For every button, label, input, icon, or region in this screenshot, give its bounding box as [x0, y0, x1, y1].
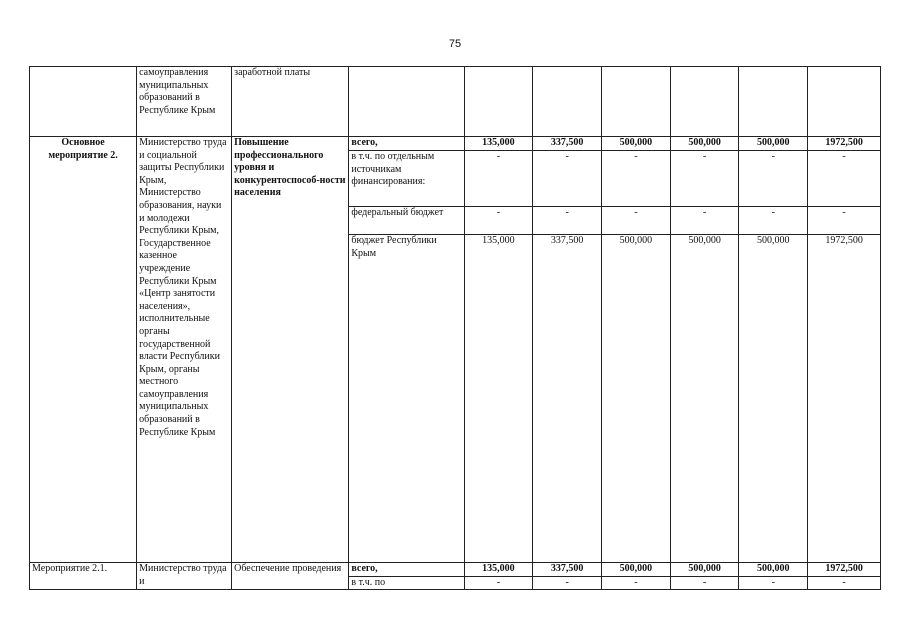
goal-cell: Обеспечение проведения: [232, 563, 349, 590]
value-cell: 135,000: [464, 235, 533, 563]
value-cell: -: [670, 576, 739, 590]
value-cell: -: [739, 207, 808, 235]
source-cell: всего,: [349, 137, 464, 151]
value-cell: -: [464, 576, 533, 590]
value-cell: -: [464, 151, 533, 207]
goal-cell: Повышение профессионального уровня и конкурентоспособ-ности населения: [232, 137, 349, 563]
source-cell: в т.ч. по: [349, 576, 464, 590]
value-cell: 1972,500: [808, 235, 881, 563]
activity-name-cell: Мероприятие 2.1.: [30, 563, 137, 590]
source-cell: бюджет Республики Крым: [349, 235, 464, 563]
value-cell: -: [533, 207, 602, 235]
value-cell: 135,000: [464, 137, 533, 151]
value-cell: -: [602, 207, 671, 235]
source-cell: в т.ч. по отдельным источникам финансирования:: [349, 151, 464, 207]
value-cell: 500,000: [670, 235, 739, 563]
value-cell: [808, 67, 881, 137]
value-cell: 337,500: [533, 563, 602, 577]
value-cell: 500,000: [739, 563, 808, 577]
value-cell: -: [602, 151, 671, 207]
value-cell: 135,000: [464, 563, 533, 577]
page-number: 75: [448, 38, 462, 50]
value-cell: -: [464, 207, 533, 235]
value-cell: -: [670, 207, 739, 235]
activity-name-cell: [30, 67, 137, 137]
value-cell: 500,000: [670, 137, 739, 151]
value-cell: 500,000: [739, 235, 808, 563]
value-cell: -: [602, 576, 671, 590]
table-row: [30, 137, 881, 151]
value-cell: 1972,500: [808, 137, 881, 151]
value-cell: -: [533, 151, 602, 207]
value-cell: -: [533, 576, 602, 590]
value-cell: 500,000: [670, 563, 739, 577]
value-cell: -: [739, 576, 808, 590]
value-cell: [670, 67, 739, 137]
source-cell: федеральный бюджет: [349, 207, 464, 235]
source-cell: всего,: [349, 563, 464, 577]
value-cell: [464, 67, 533, 137]
value-cell: -: [739, 151, 808, 207]
funding-table: [29, 66, 881, 590]
value-cell: -: [808, 576, 881, 590]
value-cell: 337,500: [533, 235, 602, 563]
value-cell: [739, 67, 808, 137]
value-cell: -: [808, 207, 881, 235]
source-cell: [349, 67, 464, 137]
continuation-row: [30, 67, 881, 137]
value-cell: [602, 67, 671, 137]
value-cell: -: [670, 151, 739, 207]
table-row: [30, 563, 881, 577]
executor-cell: Министерство труда и: [137, 563, 232, 590]
executor-cell: самоуправления муниципальных образований в Республике Крым: [137, 67, 232, 137]
activity-name-cell: Основное мероприятие 2.: [30, 137, 137, 563]
value-cell: 337,500: [533, 137, 602, 151]
value-cell: 500,000: [602, 563, 671, 577]
value-cell: 500,000: [739, 137, 808, 151]
value-cell: [533, 67, 602, 137]
value-cell: 500,000: [602, 235, 671, 563]
executor-cell: Министерство труда и социальной защиты Республики Крым, Министерство образования, науки и молодежи Республики Крым, Государственное казенное учреждение Республики Крым «Центр занятости населения», исполнительные органы государственной власти Республики Крым, органы местного самоуправления муниципальных образований в Республике Крым: [137, 137, 232, 563]
value-cell: 500,000: [602, 137, 671, 151]
value-cell: 1972,500: [808, 563, 881, 577]
goal-cell: заработной платы: [232, 67, 349, 137]
value-cell: -: [808, 151, 881, 207]
